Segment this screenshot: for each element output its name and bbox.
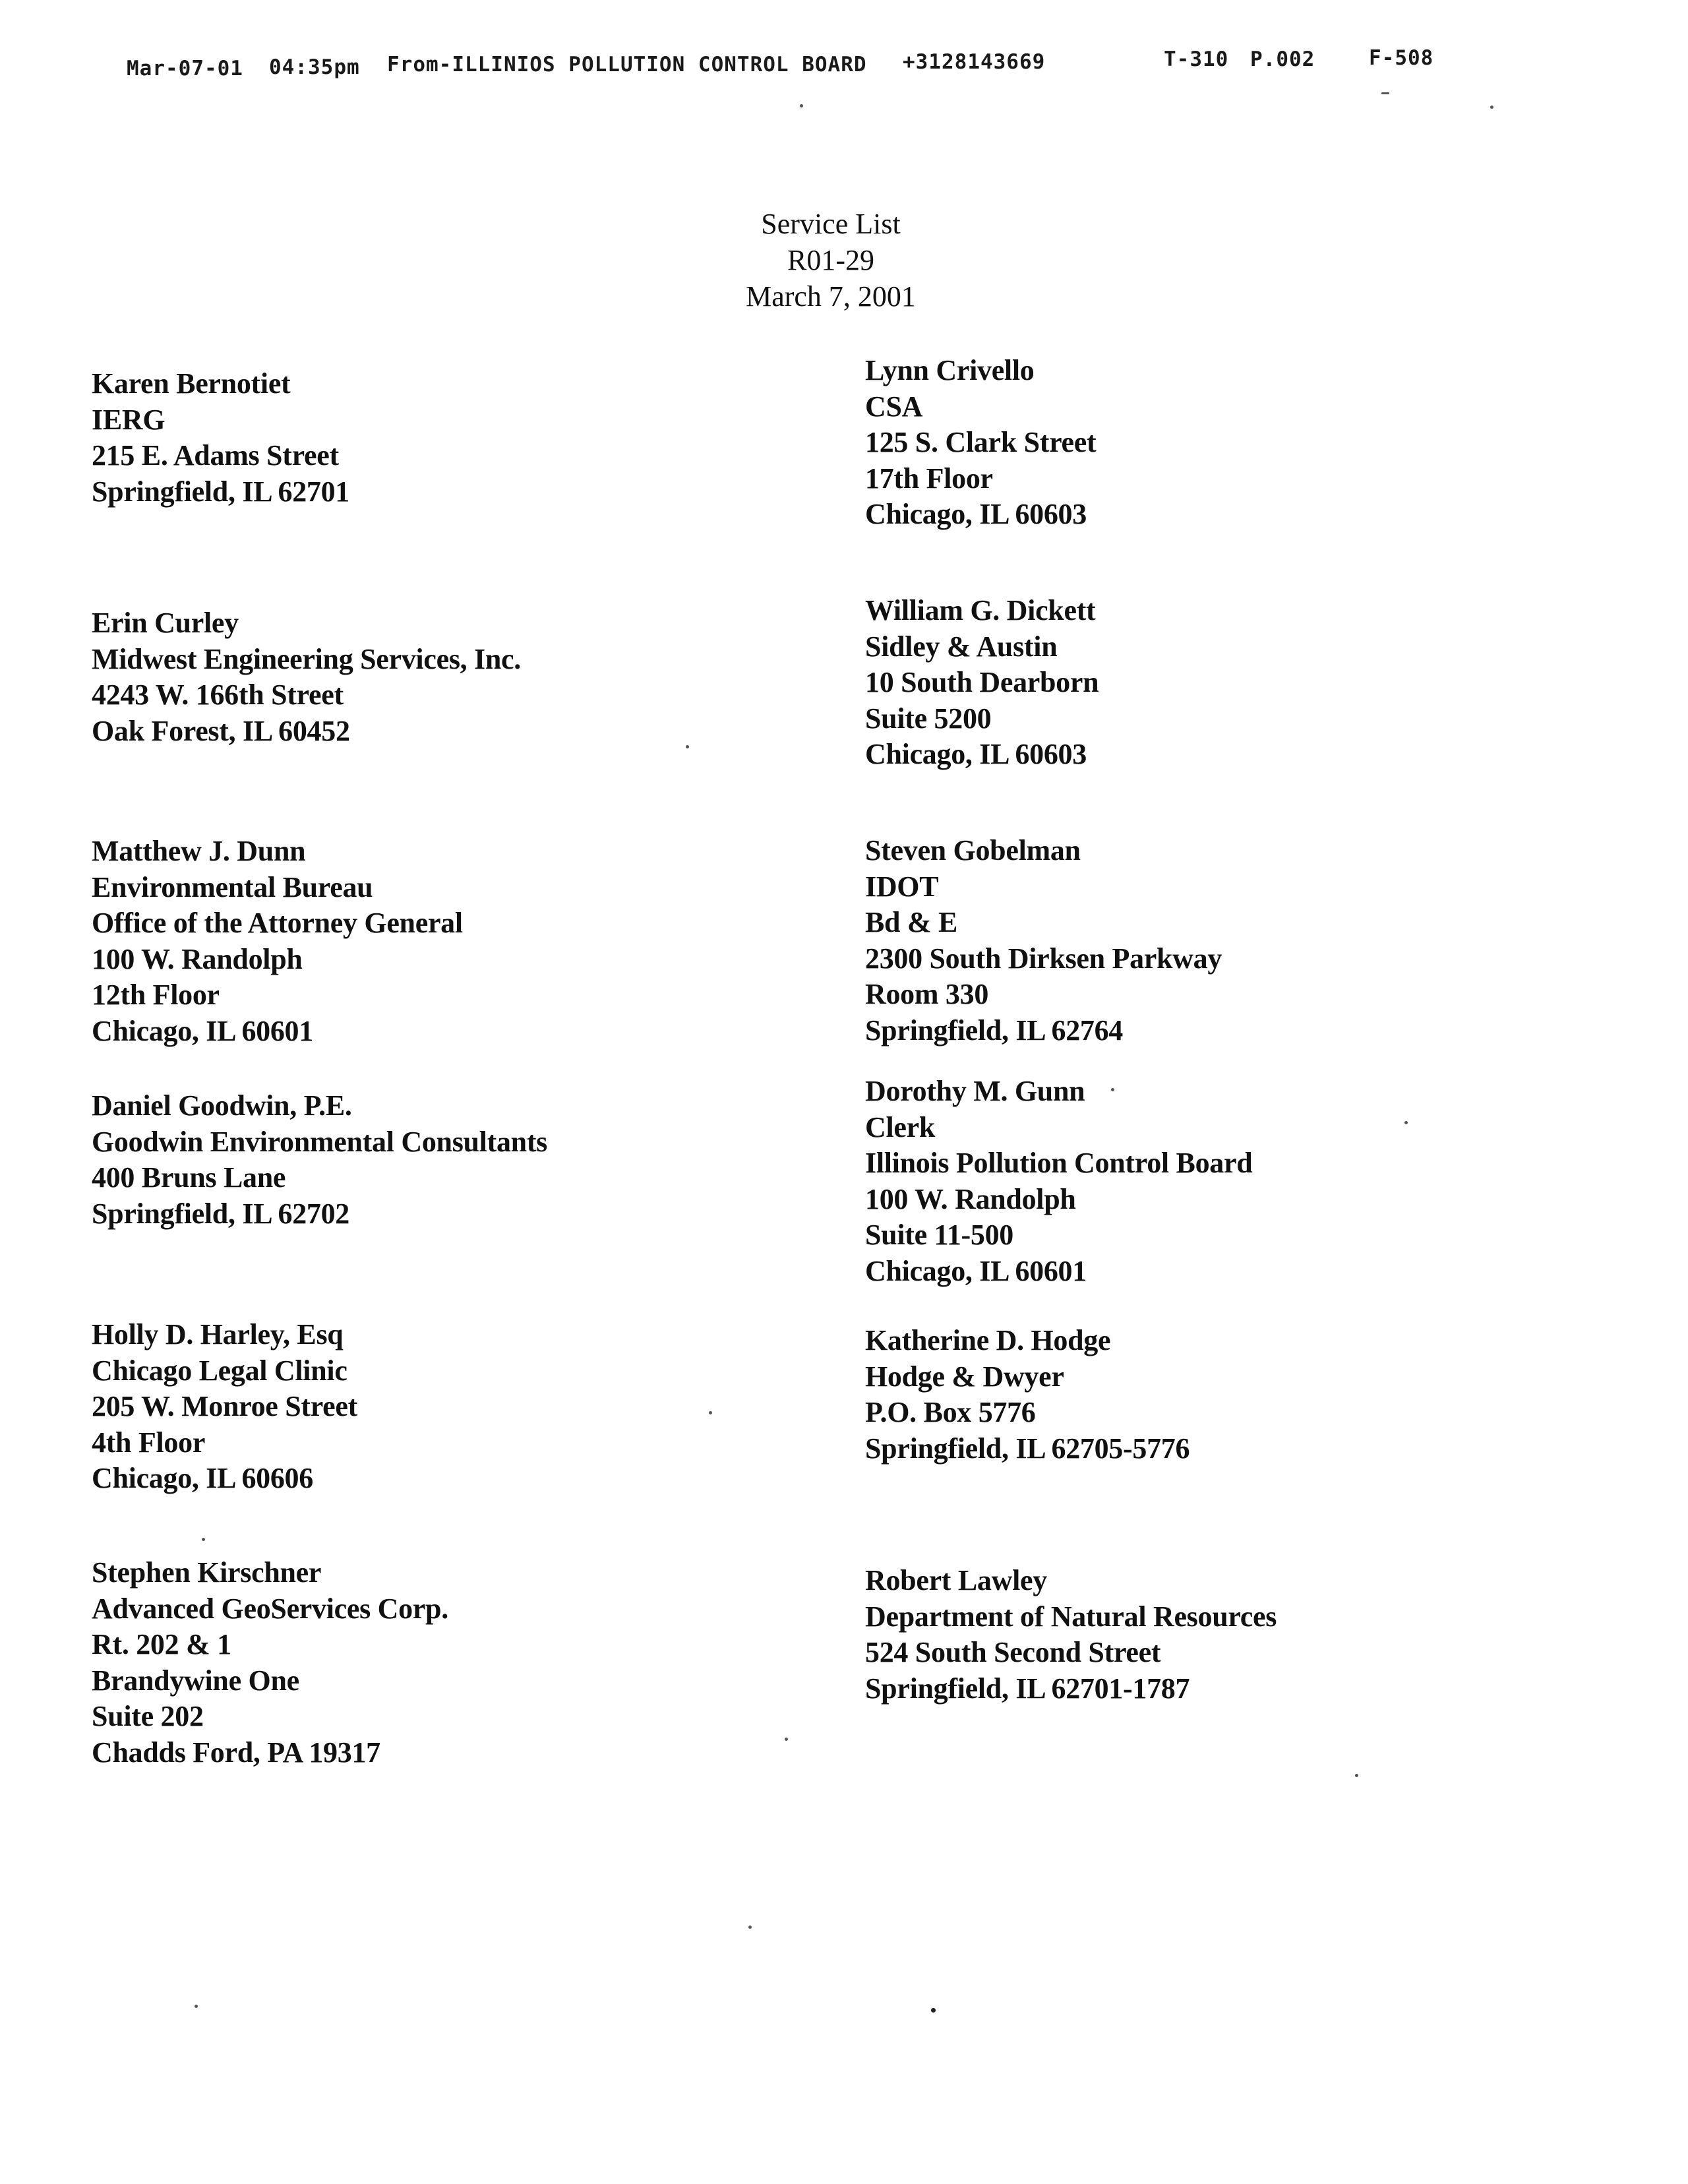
entry-line: Chicago Legal Clinic <box>92 1354 347 1387</box>
entry-name: Lynn Crivello <box>865 354 1035 386</box>
entry-name: Daniel Goodwin, P.E. <box>92 1089 352 1122</box>
scan-speck <box>709 1411 712 1414</box>
entry-line: Advanced GeoServices Corp. <box>92 1592 448 1625</box>
fax-sender: From-ILLINIOS POLLUTION CONTROL BOARD <box>387 53 867 76</box>
entry-line: Chadds Ford, PA 19317 <box>92 1736 380 1769</box>
entry-line: Suite 5200 <box>865 702 992 735</box>
fax-page-number: P.002 <box>1250 47 1315 71</box>
entry-line: 12th Floor <box>92 979 220 1011</box>
service-entry-right-6 <box>865 1563 1277 1707</box>
entry-name: Matthew J. Dunn <box>92 835 306 867</box>
service-entry-left-3 <box>92 834 463 1049</box>
entry-line: 524 South Second Street <box>865 1636 1161 1668</box>
entry-line: Suite 11-500 <box>865 1219 1013 1251</box>
entry-line: Springfield, IL 62705-5776 <box>865 1432 1190 1465</box>
entry-name: William G. Dickett <box>865 594 1096 626</box>
service-entry-left-6 <box>92 1555 448 1771</box>
scan-speck <box>1381 92 1389 94</box>
docket-number: R01-29 <box>787 244 874 276</box>
entry-line: 400 Bruns Lane <box>92 1161 286 1194</box>
fax-time: 04:35pm <box>269 55 360 79</box>
entry-name: Steven Gobelman <box>865 834 1081 866</box>
fax-phone: +3128143669 <box>903 50 1046 74</box>
document-title: Service List <box>761 208 901 240</box>
entry-line: 10 South Dearborn <box>865 666 1099 698</box>
scan-speck <box>800 104 803 107</box>
scan-speck <box>1111 1088 1114 1091</box>
entry-line: Sidley & Austin <box>865 630 1058 663</box>
entry-line: 125 S. Clark Street <box>865 426 1097 458</box>
service-entry-right-5 <box>865 1323 1190 1467</box>
entry-line: Environmental Bureau <box>92 870 373 903</box>
entry-line: Chicago, IL 60601 <box>865 1254 1087 1287</box>
document-date: March 7, 2001 <box>746 280 916 313</box>
entry-line: 17th Floor <box>865 462 993 495</box>
entry-name: Holly D. Harley, Esq <box>92 1318 344 1350</box>
entry-line: Chicago, IL 60601 <box>92 1014 313 1047</box>
service-entry-left-2 <box>92 605 521 749</box>
entry-line: 215 E. Adams Street <box>92 439 339 471</box>
entry-line: Bd & E <box>865 906 958 938</box>
entry-line: IDOT <box>865 870 939 903</box>
entry-line: Midwest Engineering Services, Inc. <box>92 642 521 675</box>
scan-speck <box>686 745 689 748</box>
entry-line: Springfield, IL 62764 <box>865 1014 1124 1046</box>
service-entry-right-4 <box>865 1074 1252 1289</box>
entry-line: Goodwin Environmental Consultants <box>92 1125 548 1158</box>
entry-line: Clerk <box>865 1110 936 1143</box>
entry-name: Erin Curley <box>92 607 239 639</box>
service-entry-left-1 <box>92 366 349 510</box>
entry-line: 205 W. Monroe Street <box>92 1390 357 1422</box>
entry-line: Chicago, IL 60606 <box>92 1462 313 1494</box>
entry-line: 100 W. Randolph <box>92 942 303 975</box>
scan-speck <box>748 1926 752 1929</box>
entry-line: Springfield, IL 62701 <box>92 475 350 508</box>
entry-line: Rt. 202 & 1 <box>92 1628 231 1660</box>
scan-speck <box>785 1738 788 1741</box>
entry-line: 4th Floor <box>92 1426 206 1459</box>
service-entry-right-1 <box>865 353 1096 533</box>
scan-speck <box>202 1538 205 1541</box>
fax-date: Mar-07-01 <box>127 57 243 80</box>
service-entry-left-4 <box>92 1088 547 1232</box>
scan-speck <box>1355 1774 1358 1777</box>
entry-line: Springfield, IL 62701-1787 <box>865 1672 1190 1705</box>
service-entry-right-2 <box>865 593 1099 773</box>
entry-line: Suite 202 <box>92 1700 204 1732</box>
entry-name: Robert Lawley <box>865 1564 1047 1596</box>
entry-line: Chicago, IL 60603 <box>865 738 1087 770</box>
scan-speck <box>931 2008 936 2013</box>
document-title-block <box>666 206 996 315</box>
scan-speck <box>1404 1121 1408 1124</box>
entry-name: Dorothy M. Gunn <box>865 1075 1085 1107</box>
entry-line: P.O. Box 5776 <box>865 1396 1036 1428</box>
entry-line: Oak Forest, IL 60452 <box>92 714 350 747</box>
entry-line: Chicago, IL 60603 <box>865 498 1087 530</box>
entry-line: CSA <box>865 390 923 423</box>
entry-line: 2300 South Dirksen Parkway <box>865 942 1222 975</box>
fax-f-code: F-508 <box>1369 46 1434 70</box>
entry-line: Room 330 <box>865 978 989 1010</box>
entry-line: Brandywine One <box>92 1664 299 1697</box>
entry-line: 100 W. Randolph <box>865 1182 1076 1215</box>
entry-line: Illinois Pollution Control Board <box>865 1147 1253 1179</box>
entry-line: Springfield, IL 62702 <box>92 1197 350 1230</box>
service-entry-right-3 <box>865 833 1222 1048</box>
entry-line: Department of Natural Resources <box>865 1600 1277 1633</box>
entry-name: Katherine D. Hodge <box>865 1324 1111 1356</box>
fax-transmission-header <box>0 47 1688 87</box>
entry-line: Office of the Attorney General <box>92 907 463 939</box>
entry-name: Stephen Kirschner <box>92 1556 322 1589</box>
entry-line: IERG <box>92 403 166 436</box>
fax-t-code: T-310 <box>1164 47 1229 71</box>
scan-speck <box>195 2005 198 2008</box>
entry-line: Hodge & Dwyer <box>865 1360 1064 1393</box>
scan-speck <box>1490 106 1493 109</box>
entry-name: Karen Bernotiet <box>92 367 291 400</box>
service-entry-left-5 <box>92 1317 357 1497</box>
entry-line: 4243 W. 166th Street <box>92 679 344 711</box>
